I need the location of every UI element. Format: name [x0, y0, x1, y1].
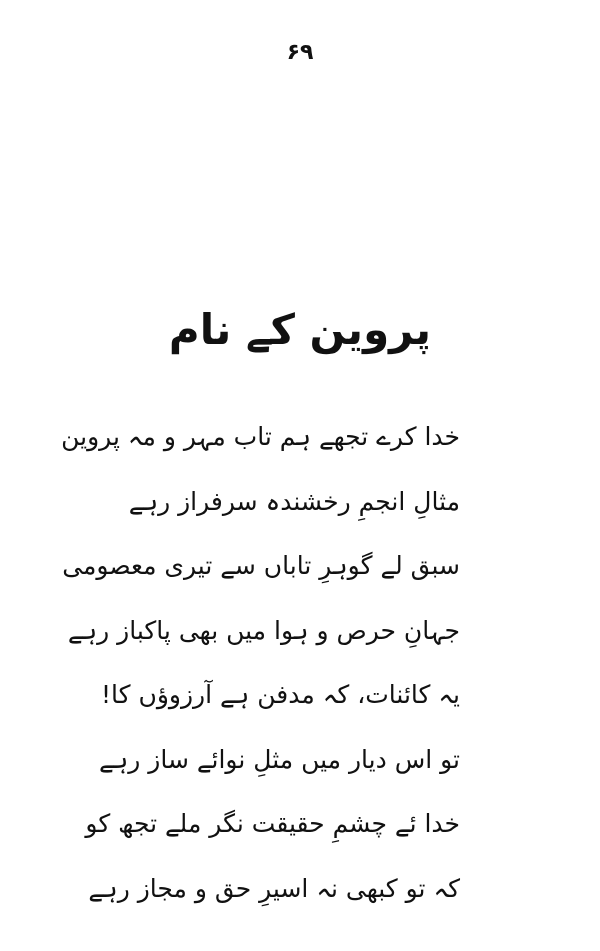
poem-line: مثالِ انجمِ رخشندہ سرفراز رہے: [128, 486, 460, 516]
poem-body: [61, 405, 460, 921]
page-number: ۶۹: [286, 40, 314, 65]
poem-line: سبق لے گوہرِ تاباں سے تیری معصومی: [62, 551, 460, 580]
poem-line: کہ تو کبھی نہ اسیرِ حق و مجاز رہے: [88, 873, 460, 903]
poem-line: خدا کرے تجھے ہم تاب مہر و مہ پروین: [61, 422, 460, 451]
poem-title: پروین کے نام: [168, 305, 432, 354]
poem-line: تو اس دیار میں مثلِ نوائے ساز رہے: [98, 744, 460, 774]
poem-line: خدا ئے چشمِ حقیقت نگر ملے تجھ کو: [85, 809, 460, 838]
poem-line: یہ کائنات، کہ مدفن ہے آرزوؤں کا!: [100, 680, 460, 709]
poem-line: جہانِ حرص و ہوا میں بھی پاکباز رہے: [67, 615, 460, 645]
